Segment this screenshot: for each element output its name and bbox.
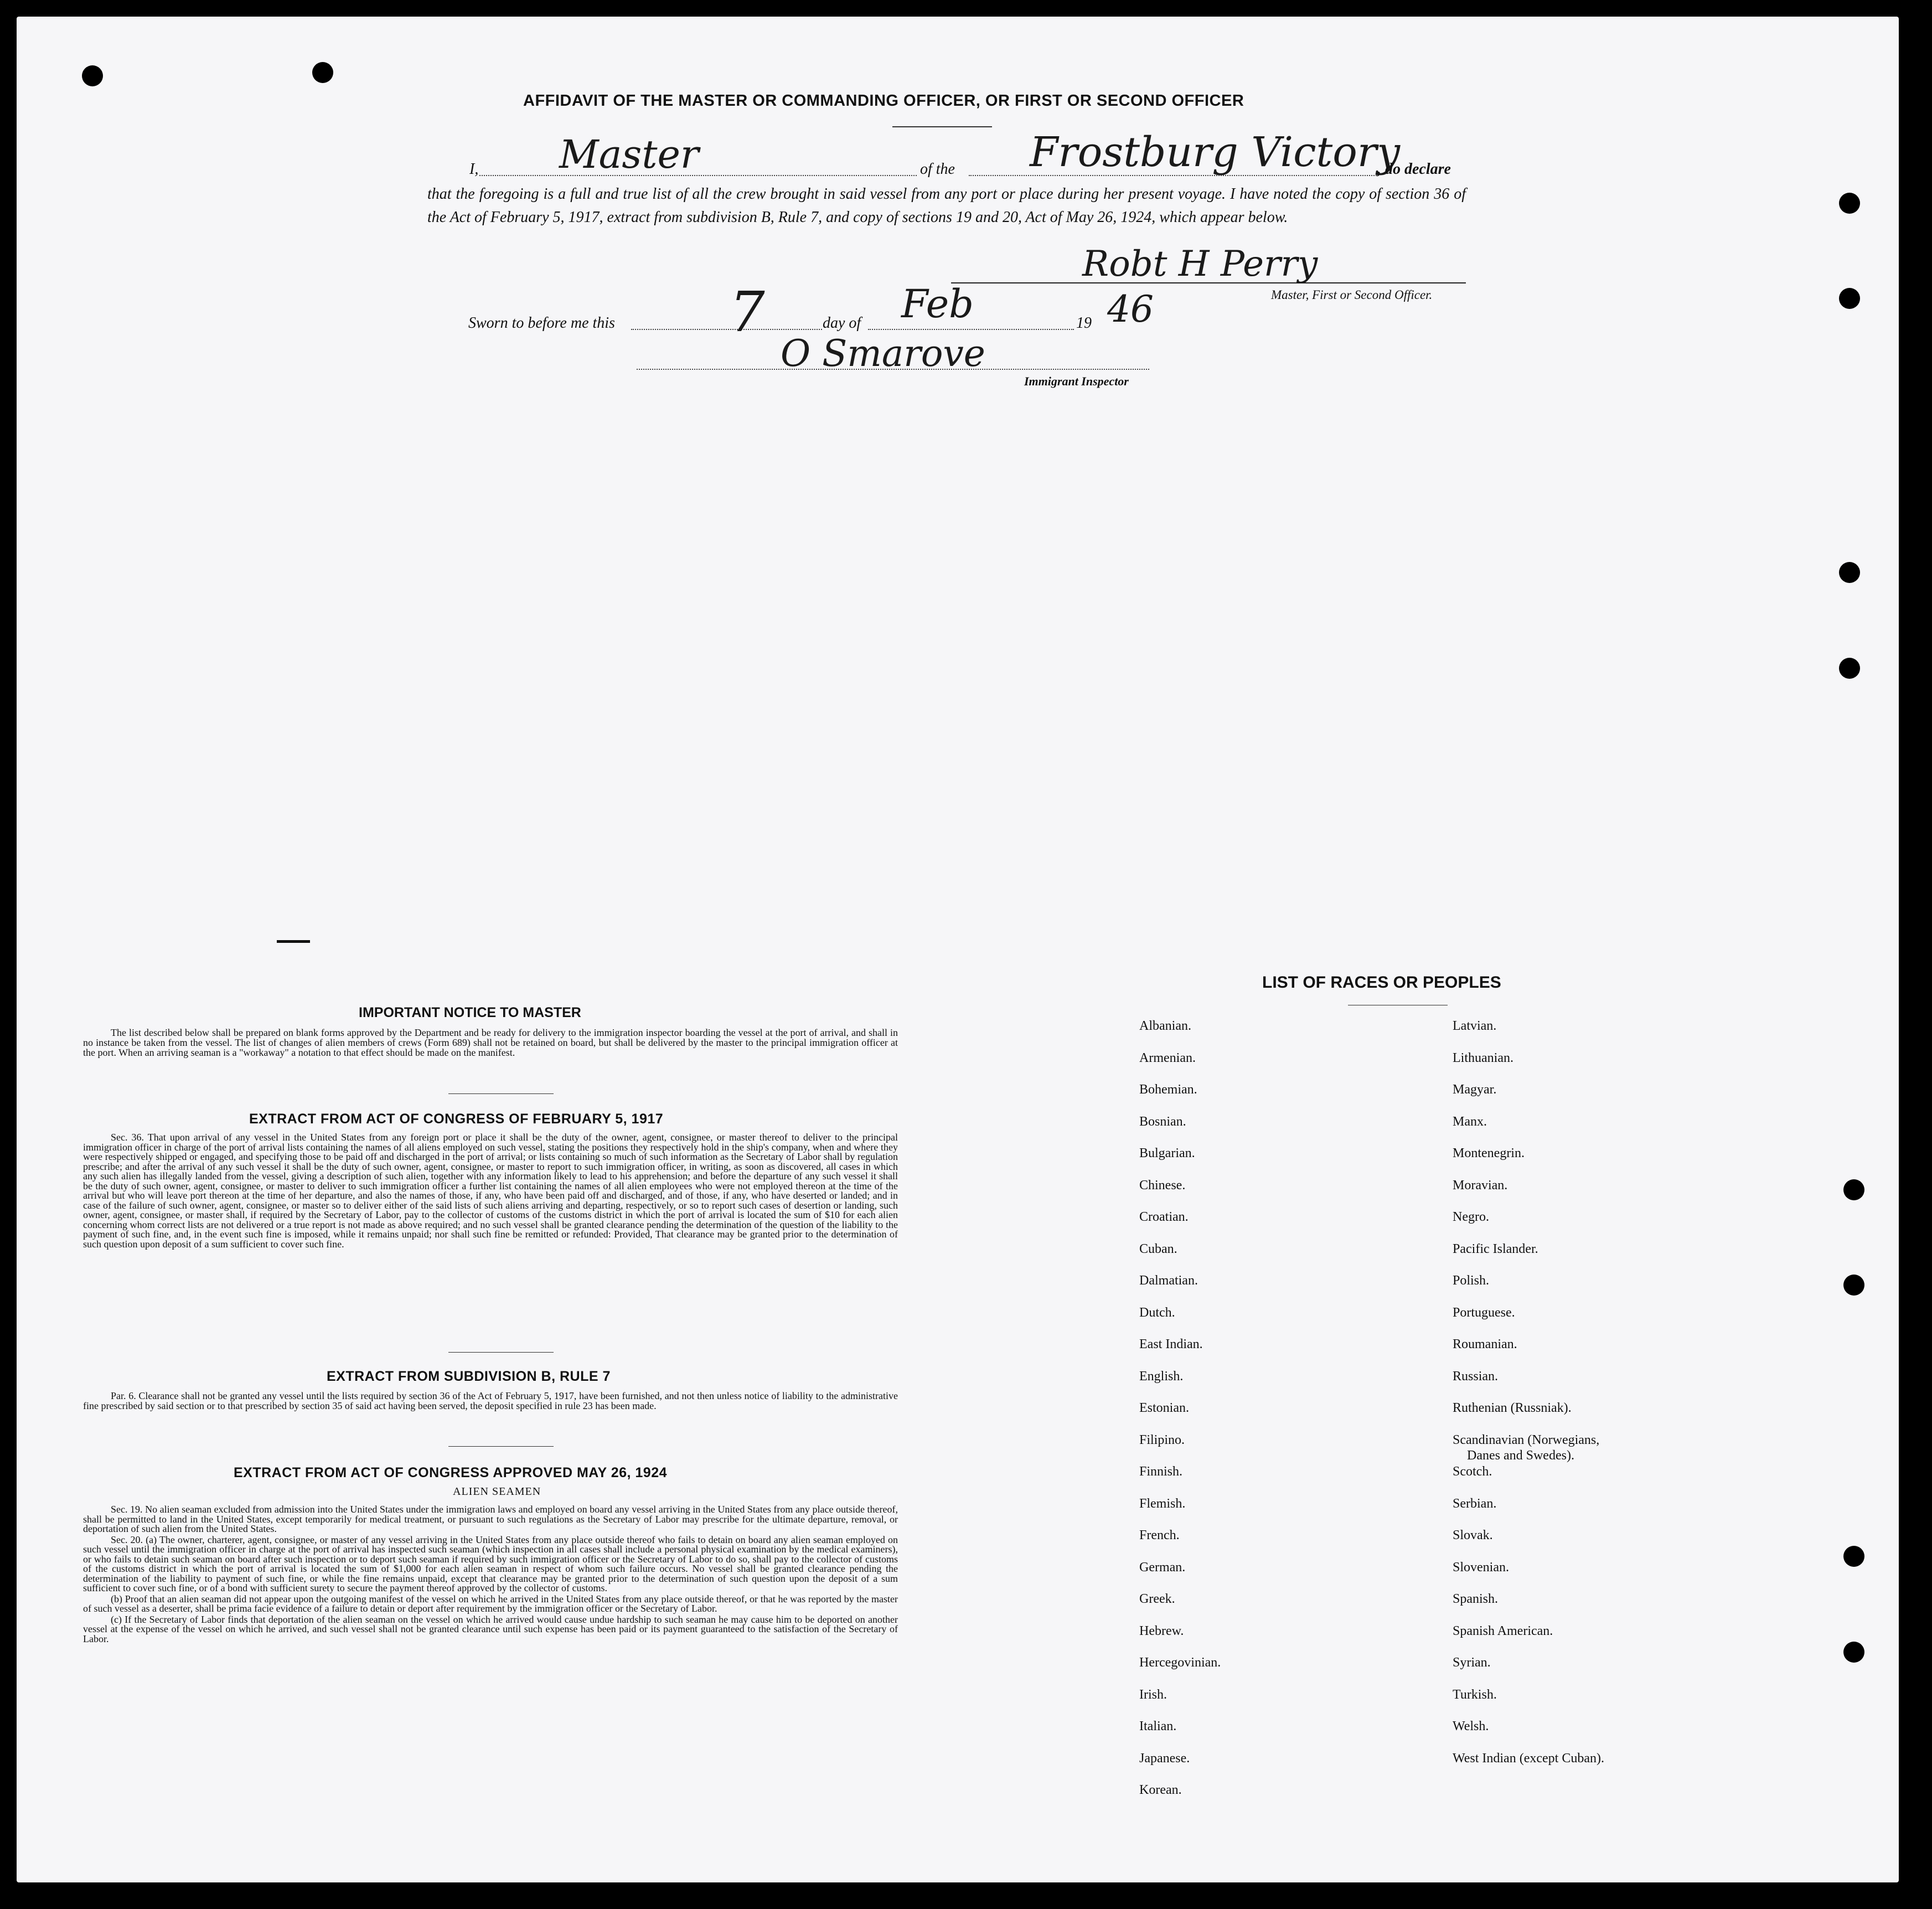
race-item: Hercegovinian. — [1139, 1655, 1221, 1670]
sec-20a-paragraph: Sec. 20. (a) The owner, charterer, agent, consignee, or master of any vessel arriving in the United States from any place outside thereof who fails to detain on board any alien seaman employed on such vessel until the immigration officer in charge at the port of arrival has inspected such seaman (which inspection in all cases shall include a personal physical examination by the medical examiners), or who fails to detain such seaman on board after such inspection or to deport such seaman if required by such immigration officer or the Secretary of Labor to do so, shall pay to the collector of customs of the customs district in which the port of arrival is located the sum of $1,000 for each alien seaman in respect of whom such failure occurs. No vessel shall be granted clearance pending the determination of the liability to payment of such fine, or while the fine remains unpaid, except that clearance may be granted prior to the determination of such question upon the deposit of a sum sufficient to cover such fine, or of a bond with sufficient surety to secure the payment thereof approved by the collector of customs. — [83, 1534, 898, 1593]
race-item: Lithuanian. — [1453, 1050, 1513, 1065]
race-item: Roumanian. — [1453, 1337, 1517, 1351]
day-of-label: day of — [823, 314, 861, 332]
handwritten-vessel: Frostburg Victory — [1030, 128, 1400, 176]
race-item: Dutch. — [1139, 1305, 1175, 1320]
year-prefix: 19 — [1076, 314, 1092, 332]
race-item: Albanian. — [1139, 1019, 1191, 1033]
punch-hole — [1839, 193, 1860, 214]
race-item: Croatian. — [1139, 1210, 1189, 1224]
race-item: Slovenian. — [1453, 1560, 1509, 1575]
race-item: Latvian. — [1453, 1019, 1497, 1033]
title-divider — [892, 126, 992, 127]
sec-20b-paragraph: (b) Proof that an alien seaman did not appear upon the outgoing manifest of the vessel on which he arrived in the United States from any place outside thereof, or that he was reported by the master of such vessel as a deserter, shall be prima facie evidence of a failure to detain or deport after requirement by the immigration officer or the Secretary of Labor. — [83, 1593, 898, 1614]
race-item: Pacific Islander. — [1453, 1241, 1538, 1256]
sworn-day-line — [631, 329, 822, 330]
notice-title: IMPORTANT NOTICE TO MASTER — [359, 1005, 581, 1020]
sworn-label: Sworn to before me this — [468, 314, 615, 332]
race-item: Russian. — [1453, 1369, 1499, 1384]
race-item: Bohemian. — [1139, 1082, 1197, 1097]
punch-hole — [1843, 1275, 1864, 1296]
race-item: Dalmatian. — [1139, 1273, 1198, 1288]
punch-hole — [1839, 562, 1860, 583]
race-item: Slovak. — [1453, 1528, 1493, 1542]
handwritten-name: Master — [559, 132, 699, 177]
rule-7-text — [83, 1391, 898, 1412]
race-item: English. — [1139, 1369, 1184, 1384]
race-item: Turkish. — [1453, 1687, 1497, 1702]
of-the-label: of the — [920, 161, 955, 178]
punch-hole — [1839, 288, 1860, 309]
race-item: Finnish. — [1139, 1464, 1183, 1479]
race-item: French. — [1139, 1528, 1180, 1542]
race-item: Filipino. — [1139, 1432, 1185, 1447]
race-item: Montenegrin. — [1453, 1146, 1525, 1160]
race-item: Italian. — [1139, 1719, 1177, 1733]
race-item: Manx. — [1453, 1114, 1487, 1129]
race-item: Scotch. — [1453, 1464, 1492, 1479]
race-item: Portuguese. — [1453, 1305, 1515, 1320]
inspector-caption: Immigrant Inspector — [1024, 374, 1129, 388]
race-item: Japanese. — [1139, 1751, 1190, 1766]
race-item: Ruthenian (Russniak). — [1453, 1401, 1572, 1415]
race-item: Irish. — [1139, 1687, 1167, 1702]
punch-hole — [1839, 658, 1860, 679]
race-item: Chinese. — [1139, 1178, 1186, 1193]
punch-hole — [312, 62, 333, 83]
races-title: LIST OF RACES OR PEOPLES — [1262, 973, 1501, 992]
race-item: Hebrew. — [1139, 1623, 1184, 1638]
race-item: Spanish American. — [1453, 1623, 1553, 1638]
do-declare-label: , do declare — [1377, 161, 1451, 178]
race-item: Bulgarian. — [1139, 1146, 1195, 1160]
punch-hole — [82, 65, 103, 86]
race-item: Flemish. — [1139, 1496, 1186, 1511]
section-divider — [448, 1446, 554, 1447]
race-item: Serbian. — [1453, 1496, 1497, 1511]
race-item: Syrian. — [1453, 1655, 1491, 1670]
race-item: Welsh. — [1453, 1719, 1489, 1733]
i-label: I, — [469, 161, 479, 178]
handwritten-inspector: O Smarove — [781, 332, 985, 375]
race-item: Greek. — [1139, 1592, 1175, 1606]
race-item: West Indian (except Cuban). — [1453, 1751, 1604, 1766]
section-divider — [448, 1352, 554, 1353]
race-item: Bosnian. — [1139, 1114, 1186, 1129]
master-caption: Master, First or Second Officer. — [1271, 288, 1433, 302]
race-item: Korean. — [1139, 1783, 1182, 1797]
par-6-paragraph: Par. 6. Clearance shall not be granted any vessel until the lists required by section 36 of the Act of February 5, 1917, have been furnished, and not then unless notice of liability to the administrative fine prescribed by said section or to that prescribed by section 35 of said act having been served, the deposit specified in rule 23 has been made. — [83, 1390, 898, 1411]
punch-hole — [1843, 1546, 1864, 1567]
race-item: Armenian. — [1139, 1050, 1196, 1065]
extract-1924-text — [83, 1505, 898, 1645]
sec-19-paragraph: Sec. 19. No alien seaman excluded from admission into the United States under the immigration laws and employed on board any vessel arriving in the United States from any place outside thereof, shall be permitted to land in the United States, except temporarily for medical treatment, or pursuant to such regulations as the Secretary of Labor may prescribe for the ultimate departure, removal, or deportation of such alien from the United States. — [83, 1504, 898, 1534]
month-line — [868, 329, 1074, 330]
ink-mark — [277, 940, 310, 943]
race-item: Magyar. — [1453, 1082, 1497, 1097]
race-item: Spanish. — [1453, 1592, 1499, 1606]
race-item: Scandinavian (Norwegians, — [1453, 1432, 1600, 1447]
race-item: Negro. — [1453, 1210, 1489, 1224]
notice-paragraph: The list described below shall be prepared on blank forms approved by the Department and be ready for delivery to the immigration inspector boarding the vessel at the port of arrival, and shall in no instance be taken from the vessel. The list of changes of alien members of crews (Form 689) shall not be retained on board, but shall be delivered by the master to the principal immigration officer at the port. When an arriving seaman is a "workaway" a notation to that effect should be made on the manifest. — [83, 1027, 898, 1058]
race-item: Danes and Swedes). — [1467, 1448, 1574, 1463]
section-36-paragraph: Sec. 36. That upon arrival of any vessel in the United States from any foreign port or place it shall be the duty of the owner, agent, consignee, or master thereof to deliver to the principal immigration officer in charge of the port of arrival lists containing the names of all aliens employed on such vessel, stating the positions they respectively hold in the ship's company, when and where they were respectively shipped or engaged, and specifying those to be paid off and discharged in the port of arrival; or lists containing so much of such information as the Secretary of Labor shall by regulation prescribe; and after the arrival of any such vessel it shall be the duty of such owner, agent, consignee, or master to report to such immigration officer, in writing, as soon as discovered, all cases in which any such alien has illegally landed from the vessel, giving a description of such alien, together with any information likely to lead to his apprehension; and before the departure of any such vessel it shall be the duty of such owner, agent, consignee, or master to deliver to such immigration officer a further list containing the names of all alien employees who were not employed thereon at the time of the arrival but who will leave port thereon at the time of her departure, and also the names of those, if any, who have been paid off and discharged, and of those, if any, who have deserted or landed; and in case of the failure of such owner, agent, consignee, or master so to deliver either of the said lists of such aliens arriving and departing, respectively, or so to report such cases of desertion or landing, such owner, agent, consignee, or master shall, if required by the Secretary of Labor, pay to the collector of customs of the customs district in which the port of arrival is located the sum of $10 for each alien concerning whom correct lists are not delivered or a true report is not made as above required; and no such vessel shall be granted clearance pending the determination of the question of the liability to the payment of such fine, and, in the event such fine is imposed, while it remains unpaid; nor shall such fine be remitted or refunded: Provided, That clearance may be granted prior to the determination of such question upon deposit of a sum sufficient to cover such fine. — [83, 1132, 898, 1250]
punch-hole — [1843, 1642, 1864, 1663]
race-item: Moravian. — [1453, 1178, 1508, 1193]
handwritten-month: Feb — [901, 281, 974, 327]
affidavit-title: AFFIDAVIT OF THE MASTER OR COMMANDING OFFICER, OR FIRST OR SECOND OFFICER — [523, 92, 1244, 110]
race-item: East Indian. — [1139, 1337, 1203, 1351]
affidavit-body: that the foregoing is a full and true list of all the crew brought in said vessel from any port or place during her present voyage. I have noted the copy of section 36 of the Act of February 5, 1917, extract from subdivision B, Rule 7, and copy of sections 19 and 20, Act of May 26, 1924, which appear below. — [427, 185, 1466, 226]
extract-1917-title: EXTRACT FROM ACT OF CONGRESS OF FEBRUARY 5, 1917 — [249, 1111, 664, 1127]
extract-1917-text — [83, 1133, 898, 1250]
handwritten-year: 46 — [1107, 288, 1154, 331]
race-item: German. — [1139, 1560, 1186, 1575]
race-item: Polish. — [1453, 1273, 1490, 1288]
notice-text — [83, 1028, 898, 1059]
punch-hole — [1843, 1179, 1864, 1200]
extract-1924-title: EXTRACT FROM ACT OF CONGRESS APPROVED MAY 26, 1924 — [234, 1465, 668, 1480]
rule-7-title: EXTRACT FROM SUBDIVISION B, RULE 7 — [327, 1369, 611, 1384]
race-item: Cuban. — [1139, 1241, 1177, 1256]
section-divider — [448, 1093, 554, 1094]
alien-seamen-subtitle: ALIEN SEAMEN — [453, 1485, 541, 1498]
sec-20c-paragraph: (c) If the Secretary of Labor finds that deportation of the alien seaman on the vessel on which he arrived would cause undue hardship to such seaman he may cause him to be deported on another vessel at the expense of the vessel on which he arrived, and such vessel shall not be granted clearance until such expense has been paid or its payment guaranteed to the satisfaction of the Secretary of Labor. — [83, 1613, 898, 1644]
handwritten-day: 7 — [730, 280, 765, 344]
handwritten-signature: Robt H Perry — [1082, 244, 1318, 285]
race-item: Estonian. — [1139, 1401, 1189, 1415]
